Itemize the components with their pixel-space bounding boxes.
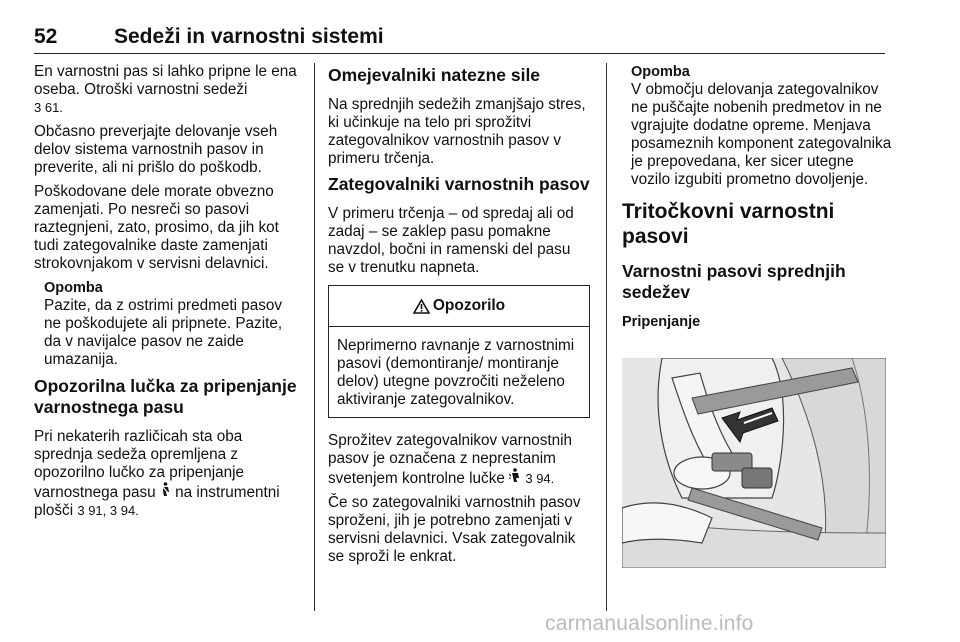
paragraph: Občasno preverjajte delovanje vseh delov sistema varnostnih pasov in preverite, ali ni prišlo do poškodb. [34,123,278,176]
page-number: 52 [34,25,58,48]
column-divider [606,63,607,611]
warning-triangle-icon [413,299,430,314]
warning-text: Neprimerno ravnanje z varnostnimi pasovi (demontiranje/ montiranje delov) utegne povzročiti neželeno aktiviranje zategovalnikov. [337,337,575,408]
column-2 [328,63,590,572]
section-heading: Varnostni pasovi sprednjih sedežev [622,261,846,302]
note-text: Pazite, da z ostrimi predmeti pasov ne poškodujete ali pripnete. Pazite, da v navijalce pasov ne zaide umazanija. [44,297,283,368]
pretensioner-lamp-icon [509,468,521,487]
column-3 [622,63,892,339]
paragraph: Na sprednjih sedežih zmanjšajo stres, ki učinkuje na telo pri sprožitvi zategovalnikov varnostnih pasov v primeru trčenja. [328,96,586,167]
seatbelt-reminder-icon [160,482,171,501]
note-title: Opomba [44,280,103,296]
watermark-text: carmanualsonline.info [545,612,754,635]
page-header [34,25,885,54]
paragraph: Če so zategovalniki varnostnih pasov sproženi, jih je potrebno zamenjati v servisni delavnici. Vsak zategovalnik se sproži le enkrat. [328,494,581,565]
subsection-heading: Pripenjanje [622,314,701,330]
warning-header [329,286,589,327]
column-divider [314,63,315,611]
paragraph: En varnostni pas si lahko pripne le ena oseba. Otroški varnostni sedeži 3 61. [34,63,297,115]
section-heading: Zategovalniki varnostnih pasov [328,174,590,194]
seatbelt-fastening-illustration [622,358,886,568]
chapter-heading: Tritočkovni varnostni pasovi [622,200,835,248]
section-heading: Omejevalniki natezne sile [328,65,541,85]
note-text: V območju delovanja zategovalnikov ne puščajte nobenih predmetov in ne vgrajujte dodatne opreme. Menjava posameznih komponent zategovalnika je prepovedana, ker sicer utegne vozilo izgubiti prometno dovoljenje. [631,81,892,188]
page-title: Sedeži in varnostni sistemi [114,25,384,48]
section-heading: Opozorilna lučka za pripenjanje varnostnega pasu [34,376,297,417]
paragraph: Pri nekaterih različicah sta oba sprednja sedeža opremljena z opozorilno lučko za pripenjanje varnostnega pasu na instrumentni plošči 3 91, 3 94. [34,428,280,519]
column-1 [34,63,299,526]
note-box [44,279,299,369]
paragraph: Poškodovane dele morate obvezno zamenjati. Po nesreči so pasovi raztegnjeni, zato, prosimo, da jih kot tudi zategovalnike daste zamenjati strokovnjakom v servisni delavnici. [34,183,279,272]
note-box [631,63,892,189]
cross-reference[interactable]: 3 94. [525,471,555,486]
warning-title: Opozorilo [432,297,506,314]
paragraph: V primeru trčenja – od spredaj ali od zadaj – se zaklep pasu pomakne navzdol, bočni in ramenski del pasu se v trenutku napneta. [328,205,574,276]
cross-reference[interactable]: 3 61. [34,100,63,115]
note-title: Opomba [631,64,690,80]
warning-box [328,285,590,418]
paragraph: Sprožitev zategovalnikov varnostnih pasov je označena z neprestanim svetenjem kontrolne lučke 3 94. [328,432,573,487]
cross-reference[interactable]: 3 91, 3 94. [77,503,139,518]
